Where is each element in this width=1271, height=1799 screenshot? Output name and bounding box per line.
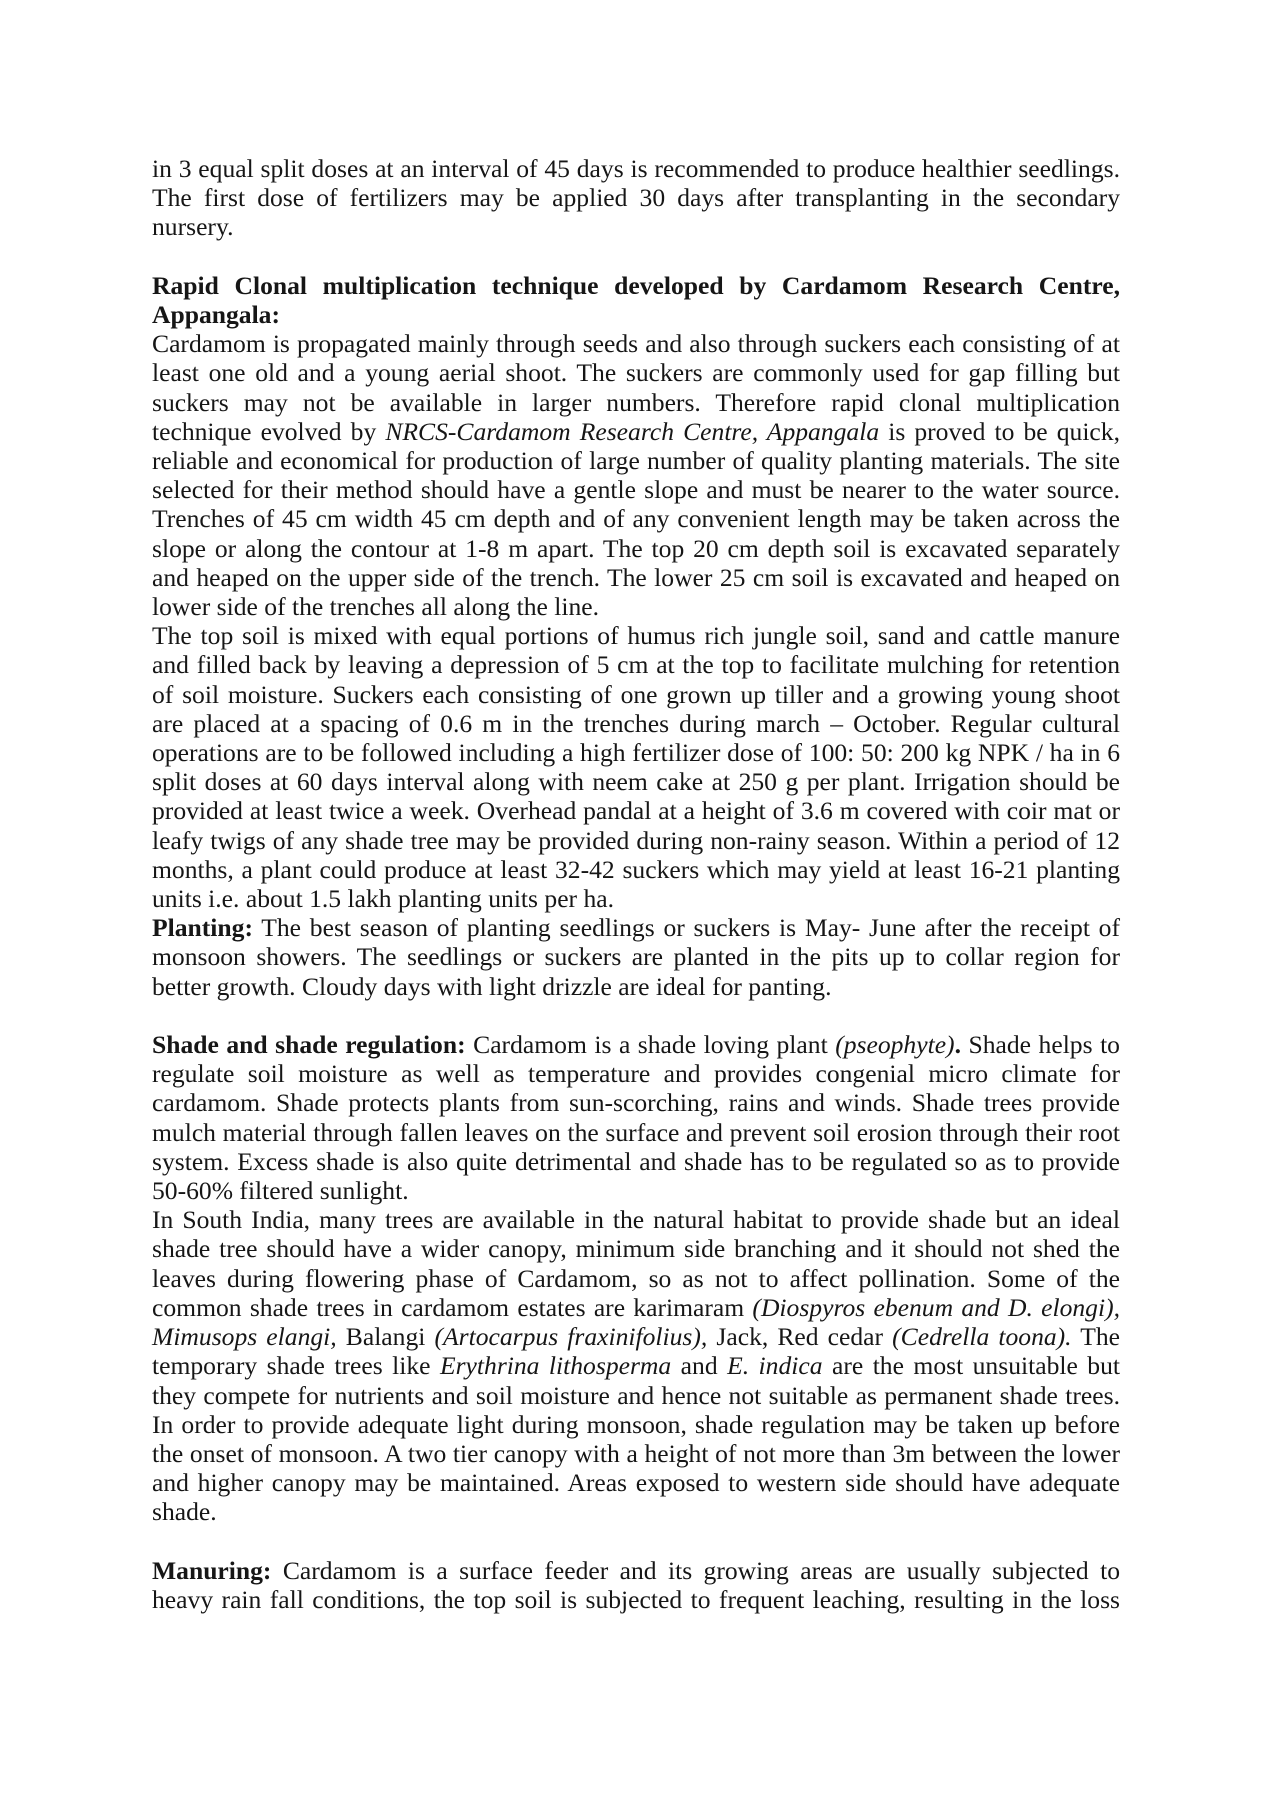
section-heading (152, 271, 1120, 329)
body-paragraph (152, 154, 1120, 242)
body-paragraph (152, 1205, 1120, 1526)
text-run: Jack, Red cedar (707, 1322, 893, 1352)
text-run: Cardamom is a surface feeder and its growing areas are usually subjected to heavy rain fall conditions, the top soil is subjected to frequent leaching, resulting in the loss (152, 1555, 1120, 1614)
body-paragraph (152, 1556, 1120, 1614)
text-run: Planting: (152, 913, 253, 943)
text-run: The temporary shade trees like (152, 1322, 1121, 1381)
text-run: Cardamom is propagated mainly through seeds and also through suckers each consisting of at least one old and a young aerial shoot. The suckers are commonly used for gap filling but suckers may not be available in larger numbers. Therefore rapid clonal multiplication technique evolved by (152, 329, 1120, 446)
text-run: and (671, 1351, 728, 1381)
text-run: E. indica (727, 1351, 823, 1381)
text-run: Shade and shade regulation: (152, 1030, 466, 1060)
body-paragraph (152, 621, 1120, 913)
body-paragraph (152, 329, 1120, 621)
text-run: (Cedrella toona). (892, 1322, 1072, 1352)
text-run: are the most unsuitable but they compete for nutrients and soil moisture and hence not suitable as permanent shade trees. In order to provide adequate light during monsoon, shade regulation may be taken up before the onset of monsoon. A two tier canopy with a height of not more than 3m between the lower and higher canopy may be maintained. Areas exposed to western side should have adequate shade. (152, 1351, 1120, 1527)
text-run: (pseophyte) (835, 1030, 955, 1060)
text-run: Shade helps to regulate soil moisture as well as temperature and provides congenial micro climate for cardamom. Shade protects plants from sun-scorching, rains and winds. Shade trees provide mulch material through fallen leaves on the surface and prevent soil erosion through their root system. Excess shade is also quite detrimental and shade has to be regulated so as to provide 50-60% filtered sunlight. (152, 1030, 1120, 1206)
text-run: Mimusops elangi, (152, 1322, 337, 1352)
text-run: In South India, many trees are available in the natural habitat to provide shade but an ideal shade tree should have a wider canopy, minimum side branching and it should not shed the leaves during flowering phase of Cardamom, so as not to affect pollination. Some of the common shade trees in cardamom estates are karimaram (152, 1205, 1120, 1322)
blank-line (152, 1527, 1120, 1556)
text-run: Manuring: (152, 1555, 272, 1585)
document-text-column (152, 154, 1120, 1614)
text-run: in 3 equal split doses at an interval of 45 days is recommended to produce healthier seedlings. The first dose of fertilizers may be applied 30 days after transplanting in the secondary nursery. (152, 154, 1120, 242)
text-run: (Diospyros ebenum and D. elongi), (752, 1292, 1120, 1322)
text-run: Cardamom is a shade loving plant (465, 1030, 836, 1060)
text-run: The best season of planting seedlings or suckers is May- June after the receipt of monsoon showers. The seedlings or suckers are planted in the pits up to collar region for better growth. Cloudy days with light drizzle are ideal for panting. (152, 913, 1120, 1001)
text-run: is proved to be quick, reliable and economical for production of large number of quality planting materials. The site selected for their method should have a gentle slope and must be nearer to the water source. Trenches of 45 cm width 45 cm depth and of any convenient length may be taken across the slope or along the contour at 1-8 m apart. The top 20 cm depth soil is excavated separately and heaped on the upper side of the trench. The lower 25 cm soil is excavated and heaped on lower side of the trenches all along the line. (152, 416, 1120, 622)
body-paragraph (152, 1030, 1120, 1205)
text-run: Erythrina lithosperma (439, 1351, 672, 1381)
text-run: NRCS-Cardamom Research Centre, Appangala (385, 416, 880, 446)
blank-line (152, 1001, 1120, 1030)
blank-line (152, 242, 1120, 271)
text-run: Rapid Clonal multiplication technique developed by Cardamom Research Centre, Appangala: (152, 270, 1120, 329)
text-run: (Artocarpus fraxinifolius), (434, 1322, 708, 1352)
body-paragraph (152, 913, 1120, 1001)
text-run: The top soil is mixed with equal portions of humus rich jungle soil, sand and cattle manure and filled back by leaving a depression of 5 cm at the top to facilitate mulching for retention of soil moisture. Suckers each consisting of one grown up tiller and a growing young shoot are placed at a spacing of 0.6 m in the trenches during march – October. Regular cultural operations are to be followed including a high fertilizer dose of 100: 50: 200 kg NPK / ha in 6 split doses at 60 days interval along with neem cake at 250 g per plant. Irrigation should be provided at least twice a week. Overhead pandal at a height of 3.6 m covered with coir mat or leafy twigs of any shade tree may be provided during non-rainy season. Within a period of 12 months, a plant could produce at least 32-42 suckers which may yield at least 16-21 planting units i.e. about 1.5 lakh planting units per ha. (152, 621, 1120, 914)
text-run: Balangi (336, 1322, 435, 1352)
text-run: . (954, 1030, 961, 1060)
